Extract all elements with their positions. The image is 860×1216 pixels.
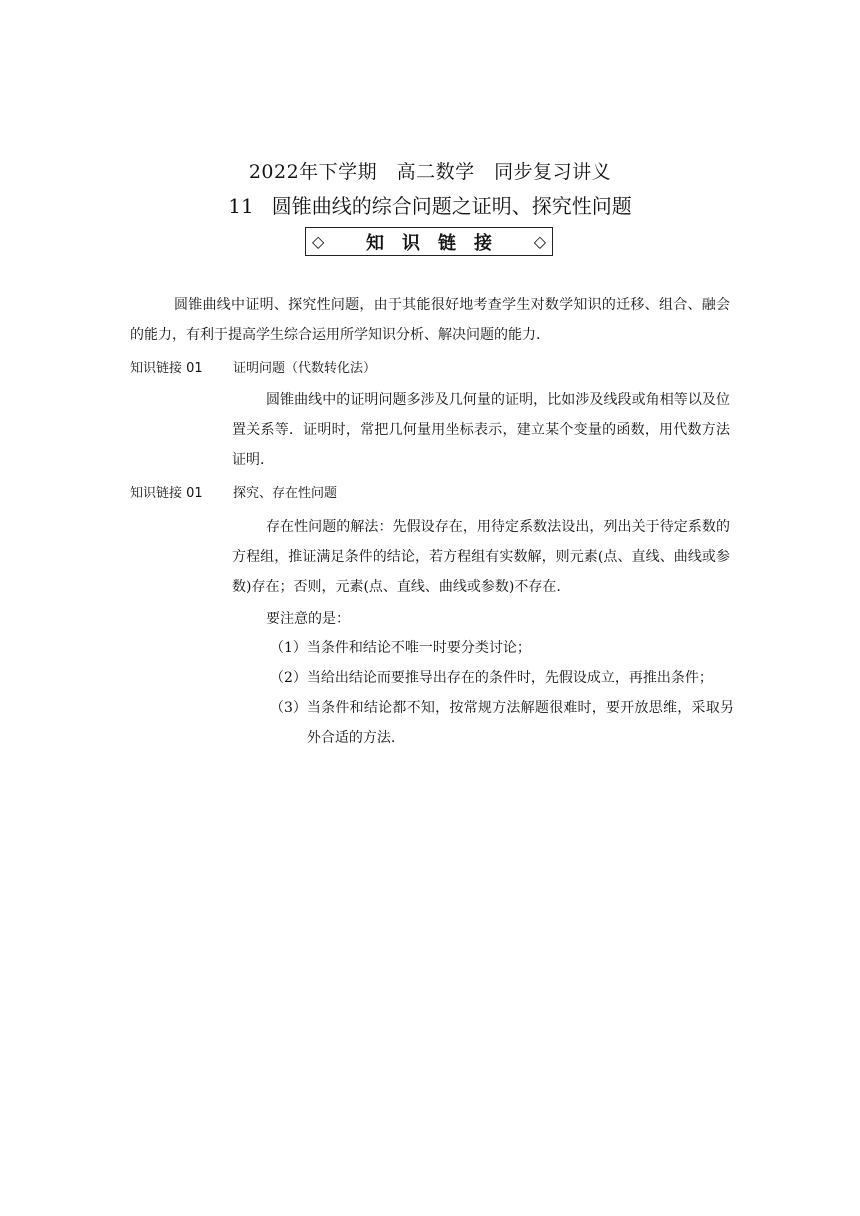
section-2-note: 要注意的是： [266,611,350,627]
intro-paragraph: 圆锥曲线中证明、探究性问题，由于其能很好地考查学生对数学知识的迁移、组合、融会的能力，有利于提高学生综合运用所学知识分析、解决问题的能力. [130,297,730,343]
section-1-label: 知识链接 01 [130,361,203,376]
section-2-label: 知识链接 01 [130,486,203,501]
list-item [270,633,734,663]
lesson-number: 11 [228,194,254,218]
list-item-text: 当条件和结论都不知，按常规方法解题很难时，要开放思维，采取另外合适的方法. [306,700,734,746]
section-2-body: 存在性问题的解法：先假设存在，用待定系数法设出，列出关于待定系数的方程组，推证满足条件的结论，若方程组有实数解，则元素(点、直线、曲线或参数)存在；否则，元素(点、直线、曲线或参数)不存在. [232,519,730,595]
list-item-text: 当给出结论而要推导出存在的条件时，先假设成立，再推出条件； [306,670,713,686]
course-header: 2022年下学期 高二数学 同步复习讲义 [248,161,612,183]
list-item-marker: （1） [270,640,307,656]
section-2-title: 探究、存在性问题 [233,486,338,501]
knowledge-link-banner [305,227,553,256]
list-item-marker: （2） [270,670,307,686]
lesson-title-text: 圆锥曲线的综合问题之证明、探究性问题 [271,194,632,218]
lesson-title [0,190,860,219]
section-1-body: 圆锥曲线中的证明问题多涉及几何量的证明，比如涉及线段或角相等以及位置关系等．证明时，常把几何量用坐标表示，建立某个变量的函数，用代数方法证明. [232,392,730,468]
section-1-title: 证明问题（代数转化法） [233,361,377,376]
diamond-right-icon: ◇ [533,232,546,251]
list-item [270,693,734,753]
banner-text: 知识链接 [366,232,510,254]
diamond-left-icon: ◇ [312,232,325,251]
list-item [270,663,734,693]
list-item-text: 当条件和结论不唯一时要分类讨论； [306,640,531,656]
notes-list [270,633,734,753]
list-item-marker: （3） [270,700,307,716]
